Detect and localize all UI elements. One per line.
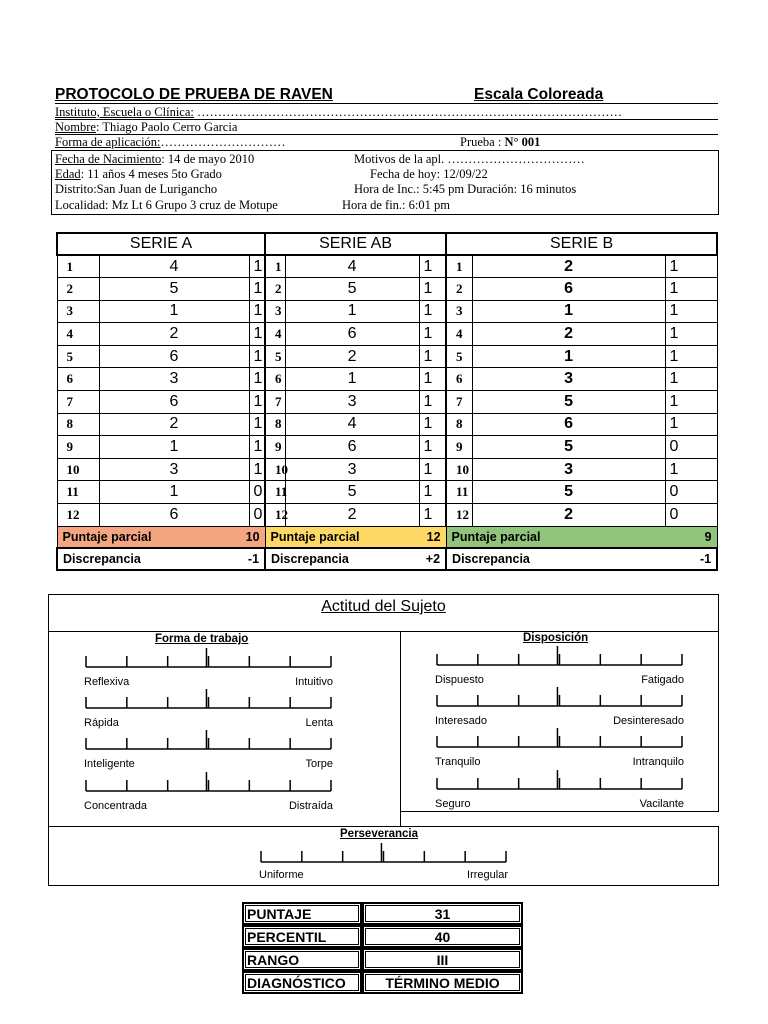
- serie-a-score: 1: [249, 278, 265, 301]
- serie-b-answer: 2: [472, 504, 665, 527]
- hora-inicio-line: Hora de Inc.: 5:45 pm Duración: 16 minutos: [354, 182, 577, 196]
- scale-left-label: Rápida: [84, 717, 119, 729]
- serie-a-item-number: 2: [57, 278, 99, 301]
- serie-ab-score: 1: [419, 278, 446, 301]
- serie-b-discrepancia: [446, 548, 717, 570]
- serie-a-score: 0: [249, 481, 265, 504]
- serie-b-item-number: 9: [446, 436, 472, 459]
- serie-ab-answer: 1: [285, 368, 419, 391]
- serie-ab-score: 1: [419, 323, 446, 346]
- hora-fin-line: Hora de fin.: 6:01 pm: [342, 198, 450, 212]
- serie-b-item-number: 6: [446, 368, 472, 391]
- distrito-line: Distrito:San Juan de Lurigancho: [55, 182, 218, 196]
- serie-ab-answer: 6: [285, 436, 419, 459]
- forma-aplicacion-line: [55, 135, 286, 150]
- result-value: III: [362, 948, 523, 971]
- serie-b-answer: 1: [472, 345, 665, 368]
- serie-ab-puntaje-parcial: [265, 526, 446, 548]
- serie-ab-item-number: 2: [265, 278, 285, 301]
- discrepancia-value: +2: [425, 552, 441, 567]
- result-label: PERCENTIL: [242, 925, 362, 948]
- serie-a-header: SERIE A: [57, 233, 265, 255]
- scale-left-label: Concentrada: [84, 800, 147, 812]
- series-row: [57, 368, 717, 391]
- result-table: [242, 902, 523, 994]
- discrepancia-row: [57, 548, 717, 570]
- serie-ab-answer: 4: [285, 255, 419, 278]
- series-row: [57, 278, 717, 301]
- serie-b-item-number: 4: [446, 323, 472, 346]
- series-row: [57, 436, 717, 459]
- serie-b-item-number: 11: [446, 481, 472, 504]
- fecha-nacimiento-value: : 14 de mayo 2010: [161, 152, 255, 166]
- scale-right-label: Vacilante: [639, 798, 684, 810]
- serie-b-item-number: 10: [446, 458, 472, 481]
- serie-a-score: 1: [249, 255, 265, 278]
- result-row: [242, 948, 523, 971]
- discrepancia-label: Discrepancia: [452, 552, 530, 567]
- serie-ab-score: 1: [419, 413, 446, 436]
- serie-a-item-number: 8: [57, 413, 99, 436]
- edad-value: : 11 años 4 meses 5to Grado: [80, 167, 222, 181]
- serie-b-item-number: 7: [446, 391, 472, 414]
- scale-title: Escala Coloreada: [474, 86, 604, 103]
- result-body: [242, 902, 523, 994]
- scale-left-label: Tranquilo: [435, 756, 481, 768]
- serie-b-item-number: 5: [446, 345, 472, 368]
- serie-a-discrepancia: [57, 548, 265, 570]
- serie-b-item-number: 2: [446, 278, 472, 301]
- serie-b-score: 0: [665, 436, 717, 459]
- fecha-nacimiento-label: Fecha de Nacimiento: [55, 152, 162, 166]
- serie-ab-answer: 5: [285, 278, 419, 301]
- serie-a-item-number: 9: [57, 436, 99, 459]
- puntaje-parcial-value: 12: [426, 529, 441, 544]
- instituto-dots: …………………………………………………………………………………………: [193, 105, 622, 119]
- serie-ab-answer: 3: [285, 391, 419, 414]
- series-row: [57, 458, 717, 481]
- serie-ab-item-number: 12: [265, 504, 285, 527]
- nombre-value: : Thiago Paolo Cerro Garcia: [95, 120, 238, 134]
- serie-b-score: 1: [665, 300, 717, 323]
- serie-a-answer: 5: [99, 278, 249, 301]
- localidad-line: Localidad: Mz Lt 6 Grupo 3 cruz de Motupe: [55, 198, 278, 212]
- serie-a-answer: 4: [99, 255, 249, 278]
- result-value: 40: [362, 925, 523, 948]
- result-label: RANGO: [242, 948, 362, 971]
- puntaje-parcial-label: Puntaje parcial: [270, 529, 360, 544]
- series-row: [57, 481, 717, 504]
- nombre-label: Nombre: [55, 120, 96, 134]
- result-row: [242, 925, 523, 948]
- serie-a-score: 1: [249, 323, 265, 346]
- serie-a-item-number: 5: [57, 345, 99, 368]
- page-title: PROTOCOLO DE PRUEBA DE RAVEN: [55, 86, 333, 103]
- serie-ab-score: 1: [419, 458, 446, 481]
- serie-a-answer: 1: [99, 481, 249, 504]
- serie-ab-header: SERIE AB: [265, 233, 446, 255]
- header-rule-mid2: [55, 134, 718, 135]
- forma-trabajo-title: Forma de trabajo: [155, 633, 249, 645]
- puntaje-parcial-value: 9: [704, 529, 712, 544]
- serie-ab-score: 1: [419, 481, 446, 504]
- prueba-value: N° 001: [504, 135, 541, 149]
- instituto-line: [55, 105, 622, 120]
- puntaje-parcial-row: [57, 526, 717, 548]
- series-row: [57, 391, 717, 414]
- serie-b-score: 1: [665, 391, 717, 414]
- serie-b-score: 1: [665, 255, 717, 278]
- serie-a-answer: 2: [99, 413, 249, 436]
- series-row: [57, 300, 717, 323]
- puntaje-parcial-label: Puntaje parcial: [62, 529, 152, 544]
- serie-ab-score: 1: [419, 345, 446, 368]
- serie-a-item-number: 6: [57, 368, 99, 391]
- result-row: [242, 971, 523, 994]
- serie-a-answer: 6: [99, 391, 249, 414]
- motivos-line: Motivos de la apl. ……………………………: [354, 152, 585, 166]
- scale-right-label: Intuitivo: [295, 676, 333, 688]
- result-label: PUNTAJE: [242, 902, 362, 925]
- prueba-line: [460, 135, 540, 150]
- discrepancia-value: -1: [247, 552, 260, 567]
- forma-aplicacion-label: Forma de aplicación:: [55, 135, 161, 149]
- scale-left-label: Reflexiva: [84, 676, 130, 688]
- serie-b-score: 1: [665, 345, 717, 368]
- serie-a-answer: 6: [99, 504, 249, 527]
- forma-aplicacion-dots: …………………………: [160, 135, 286, 149]
- serie-b-score: 1: [665, 458, 717, 481]
- serie-a-puntaje-parcial: [57, 526, 265, 548]
- discrepancia-label: Discrepancia: [271, 552, 349, 567]
- result-row: [242, 902, 523, 925]
- edad-label: Edad: [55, 167, 81, 181]
- serie-ab-item-number: 10: [265, 458, 285, 481]
- serie-ab-score: 1: [419, 255, 446, 278]
- serie-a-score: 1: [249, 458, 265, 481]
- serie-ab-answer: 6: [285, 323, 419, 346]
- serie-b-answer: 3: [472, 368, 665, 391]
- serie-ab-item-number: 5: [265, 345, 285, 368]
- serie-a-item-number: 12: [57, 504, 99, 527]
- actitud-title: Actitud del Sujeto: [321, 598, 446, 615]
- serie-ab-item-number: 7: [265, 391, 285, 414]
- serie-a-answer: 1: [99, 300, 249, 323]
- serie-b-item-number: 8: [446, 413, 472, 436]
- serie-ab-score: 1: [419, 504, 446, 527]
- serie-ab-item-number: 9: [265, 436, 285, 459]
- series-row: [57, 323, 717, 346]
- series-table: [56, 232, 718, 571]
- serie-a-item-number: 4: [57, 323, 99, 346]
- puntaje-parcial-value: 10: [245, 529, 260, 544]
- serie-ab-item-number: 4: [265, 323, 285, 346]
- serie-ab-item-number: 11: [265, 481, 285, 504]
- scale-left-label: Seguro: [435, 798, 471, 810]
- result-value: TÉRMINO MEDIO: [362, 971, 523, 994]
- serie-b-answer: 5: [472, 391, 665, 414]
- serie-b-score: 1: [665, 413, 717, 436]
- serie-a-answer: 1: [99, 436, 249, 459]
- serie-a-answer: 3: [99, 368, 249, 391]
- serie-a-answer: 6: [99, 345, 249, 368]
- serie-ab-answer: 3: [285, 458, 419, 481]
- serie-b-answer: 1: [472, 300, 665, 323]
- result-label: DIAGNÓSTICO: [242, 971, 362, 994]
- serie-ab-answer: 2: [285, 345, 419, 368]
- serie-b-answer: 5: [472, 436, 665, 459]
- scale-left-label: Inteligente: [84, 758, 135, 770]
- header-rule-mid1: [55, 119, 718, 120]
- serie-a-score: 1: [249, 345, 265, 368]
- serie-a-score: 0: [249, 504, 265, 527]
- serie-ab-score: 1: [419, 368, 446, 391]
- result-value: 31: [362, 902, 523, 925]
- serie-a-item-number: 3: [57, 300, 99, 323]
- nombre-line: [55, 120, 237, 135]
- serie-b-answer: 3: [472, 458, 665, 481]
- series-row: [57, 504, 717, 527]
- serie-ab-score: 1: [419, 436, 446, 459]
- scale-right-label: Fatigado: [641, 674, 684, 686]
- fecha-nacimiento-line: [55, 152, 254, 167]
- serie-a-item-number: 10: [57, 458, 99, 481]
- scale-left-label: Dispuesto: [435, 674, 484, 686]
- serie-ab-item-number: 6: [265, 368, 285, 391]
- perseverancia-title: Perseverancia: [340, 828, 419, 840]
- serie-b-score: 1: [665, 323, 717, 346]
- disposicion-title: Disposición: [523, 632, 589, 644]
- serie-a-item-number: 7: [57, 391, 99, 414]
- serie-b-score: 1: [665, 368, 717, 391]
- scale-right-label: Lenta: [305, 717, 333, 729]
- serie-ab-item-number: 1: [265, 255, 285, 278]
- series-row: [57, 255, 717, 278]
- serie-ab-item-number: 8: [265, 413, 285, 436]
- serie-ab-score: 1: [419, 300, 446, 323]
- instituto-label: Instituto, Escuela o Clínica:: [55, 105, 194, 119]
- serie-b-score: 0: [665, 481, 717, 504]
- serie-b-header: SERIE B: [446, 233, 717, 255]
- serie-a-score: 1: [249, 436, 265, 459]
- fecha-hoy-line: Fecha de hoy: 12/09/22: [370, 167, 488, 181]
- prueba-label: Prueba :: [460, 135, 505, 149]
- header-rule-top: [55, 103, 718, 104]
- serie-b-answer: 6: [472, 413, 665, 436]
- serie-ab-item-number: 3: [265, 300, 285, 323]
- scale-right-label: Desinteresado: [613, 715, 684, 727]
- serie-a-score: 1: [249, 413, 265, 436]
- serie-b-answer: 6: [472, 278, 665, 301]
- scale-right-label: Irregular: [467, 869, 508, 881]
- serie-a-score: 1: [249, 368, 265, 391]
- serie-b-item-number: 1: [446, 255, 472, 278]
- serie-ab-answer: 1: [285, 300, 419, 323]
- scale-right-label: Torpe: [305, 758, 333, 770]
- forma-trabajo-box: [48, 631, 401, 827]
- serie-b-item-number: 12: [446, 504, 472, 527]
- serie-b-puntaje-parcial: [446, 526, 717, 548]
- serie-b-answer: 5: [472, 481, 665, 504]
- serie-ab-answer: 2: [285, 504, 419, 527]
- puntaje-parcial-label: Puntaje parcial: [451, 529, 541, 544]
- serie-ab-answer: 5: [285, 481, 419, 504]
- serie-b-item-number: 3: [446, 300, 472, 323]
- serie-a-score: 1: [249, 391, 265, 414]
- discrepancia-value: -1: [699, 552, 712, 567]
- series-row: [57, 345, 717, 368]
- serie-b-answer: 2: [472, 323, 665, 346]
- serie-a-item-number: 1: [57, 255, 99, 278]
- serie-a-answer: 3: [99, 458, 249, 481]
- discrepancia-label: Discrepancia: [63, 552, 141, 567]
- series-header-row: [57, 233, 717, 255]
- serie-b-answer: 2: [472, 255, 665, 278]
- serie-ab-discrepancia: [265, 548, 446, 570]
- serie-ab-answer: 4: [285, 413, 419, 436]
- serie-a-score: 1: [249, 300, 265, 323]
- series-body: [57, 233, 717, 570]
- serie-a-answer: 2: [99, 323, 249, 346]
- serie-ab-score: 1: [419, 391, 446, 414]
- serie-b-score: 0: [665, 504, 717, 527]
- serie-a-item-number: 11: [57, 481, 99, 504]
- scale-right-label: Distraída: [288, 800, 333, 812]
- edad-line: [55, 167, 222, 182]
- series-row: [57, 413, 717, 436]
- scale-left-label: Interesado: [435, 715, 487, 727]
- scale-left-label: Uniforme: [259, 869, 304, 881]
- scale-right-label: Intranquilo: [632, 756, 684, 768]
- serie-b-score: 1: [665, 278, 717, 301]
